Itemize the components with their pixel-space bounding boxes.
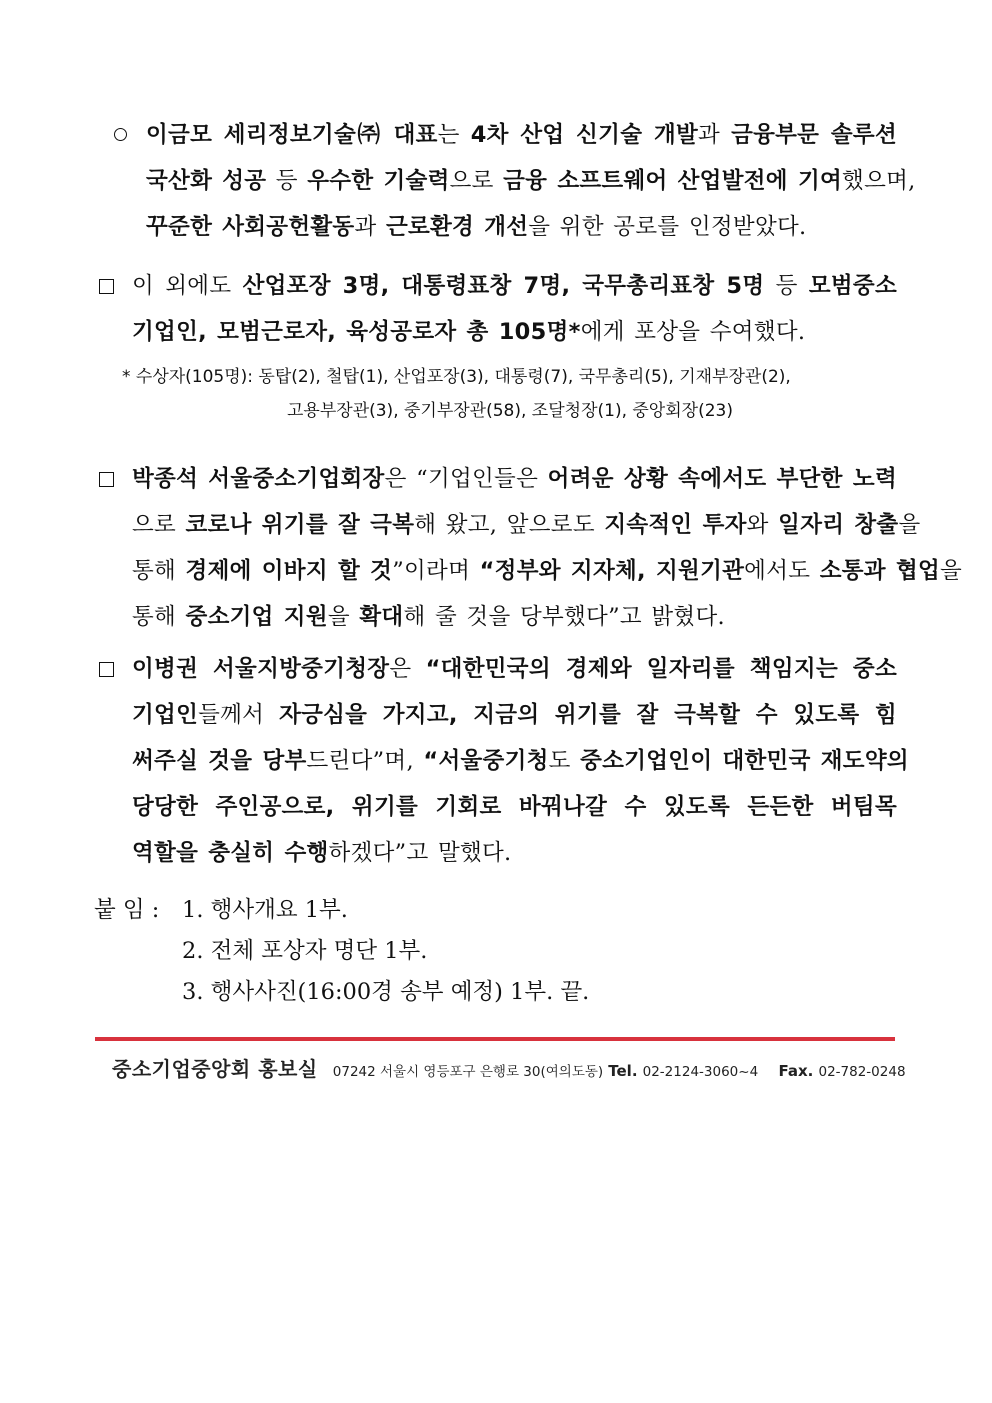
text-run: 을 <box>327 604 360 630</box>
bold-text-run: 4차 산업 신기술 개발 <box>470 122 699 148</box>
bold-text-run: 경제에 이바지 할 것 <box>185 558 393 584</box>
note-line-1: * 수상자(105명): 동탑(2), 철탑(1), 산업포장(3), 대통령(7), 국무총리(5), 기재부장관(2), <box>122 367 791 387</box>
text-run: 은 “기업인들은 <box>384 466 548 492</box>
paragraph-other-awards <box>132 263 897 355</box>
text-run: 으로 <box>132 512 186 538</box>
square-bullet-icon <box>99 279 114 294</box>
text-run: 을 <box>898 512 921 538</box>
footer-divider <box>95 1037 895 1041</box>
awardee-count-note <box>122 360 791 394</box>
attachment-item-2 <box>182 930 427 973</box>
text-run: 에게 포상을 수여했다. <box>580 319 806 345</box>
text-run: 과 <box>354 214 386 240</box>
text-line <box>132 309 897 355</box>
text-line <box>132 692 897 738</box>
text-line <box>132 502 921 548</box>
text-run: 해 줄 것을 당부했다”고 밝혔다. <box>403 604 725 630</box>
text-run: 을 <box>940 558 963 584</box>
attachment-item-text: 2. 전체 포상자 명단 1부. <box>182 938 428 964</box>
bold-text-run: “정부와 지자체, 지원기관 <box>479 558 745 584</box>
text-line <box>132 646 897 692</box>
bold-text-run: 중소기업 지원 <box>185 604 328 630</box>
bold-text-run: 자긍심을 가지고, 지금의 위기를 잘 극복할 수 있도록 힘 <box>279 702 897 728</box>
text-run: 들께서 <box>198 702 280 728</box>
bold-text-run: 기업인 <box>132 702 199 728</box>
text-run: 은 <box>389 656 426 682</box>
text-run: 으로 <box>449 168 504 194</box>
bold-text-run: 써주실 것을 당부 <box>132 748 307 774</box>
text-line <box>146 158 916 204</box>
square-bullet-icon <box>99 472 114 487</box>
bold-text-run: 박종석 서울중소기업회장 <box>132 466 385 492</box>
bold-text-run: 역할을 충실히 수행 <box>132 840 329 866</box>
text-run: 해 왔고, 앞으로도 <box>414 512 605 538</box>
text-run: 에서도 <box>744 558 820 584</box>
bold-text-run: “서울중기청 <box>423 748 549 774</box>
bold-text-run: 금융부문 솔루션 <box>731 122 897 148</box>
text-run: 등 <box>764 273 809 299</box>
text-run: 이 외에도 <box>132 273 243 299</box>
bold-text-run: 확대 <box>359 604 404 630</box>
attachment-item-text: 1. 행사개요 1부. <box>182 897 348 923</box>
text-run: ”이라며 <box>392 558 480 584</box>
bold-text-run: “대한민국의 경제와 일자리를 책임지는 중소 <box>425 656 897 682</box>
text-run: 했으며, <box>842 168 916 194</box>
bold-text-run: 국산화 성공 <box>146 168 267 194</box>
bold-text-run: 이금모 세리정보기술㈜ 대표 <box>146 122 438 148</box>
text-run: 등 <box>266 168 308 194</box>
text-run: 과 <box>698 122 732 148</box>
text-run: 통해 <box>132 558 186 584</box>
text-line <box>132 548 963 594</box>
text-line <box>132 830 897 876</box>
paragraph-seoul-chairman-quote <box>132 456 963 640</box>
bold-text-run: 꾸준한 사회공헌활동 <box>146 214 355 240</box>
text-run: 드린다”며, <box>306 748 424 774</box>
text-run: 을 위한 공로를 인정받았다. <box>528 214 807 240</box>
bold-text-run: 소통과 협업 <box>819 558 941 584</box>
attachments-label-text: 붙 임 : <box>94 897 160 923</box>
text-line <box>132 738 909 784</box>
text-run: 하겠다”고 말했다. <box>328 840 512 866</box>
text-line <box>146 204 897 250</box>
text-line <box>132 784 897 830</box>
attachment-item-text: 3. 행사사진(16:00경 송부 예정) 1부. 끝. <box>182 979 590 1005</box>
footer-address: 07242 서울시 영등포구 은행로 30(여의도동) <box>332 1064 604 1080</box>
footer <box>112 1053 906 1082</box>
text-line <box>132 263 897 309</box>
paragraph-award-ceo <box>146 112 916 250</box>
text-line <box>132 594 897 640</box>
square-bullet-icon <box>99 662 114 677</box>
footer-fax: 02-782-0248 <box>818 1064 906 1080</box>
bold-text-run: 이병권 서울지방중기청장 <box>132 656 390 682</box>
footer-tel-label: Tel. <box>608 1062 638 1080</box>
footer-org-name: 중소기업중앙회 홍보실 <box>112 1057 318 1081</box>
text-run: 통해 <box>132 604 186 630</box>
text-run: 는 <box>437 122 471 148</box>
attachment-item-3 <box>182 971 589 1014</box>
bold-text-run: 어려운 상황 속에서도 부단한 노력 <box>547 466 897 492</box>
text-run: 도 <box>548 748 581 774</box>
awardee-count-note-continued <box>287 394 733 428</box>
bold-text-run: 근로환경 개선 <box>385 214 529 240</box>
circle-bullet-icon <box>114 128 127 141</box>
bold-text-run: 당당한 주인공으로, 위기를 기회로 바꿔나갈 수 있도록 든든한 버팀목 <box>132 794 897 820</box>
bold-text-run: 중소기업인이 대한민국 재도약의 <box>580 748 909 774</box>
bold-text-run: 지속적인 투자 <box>604 512 747 538</box>
note-line-2: 고용부장관(3), 중기부장관(58), 조달청장(1), 중앙회장(23) <box>287 401 733 421</box>
bold-text-run: 모범중소 <box>808 273 897 299</box>
bold-text-run: 일자리 창출 <box>778 512 899 538</box>
footer-tel: 02-2124-3060~4 <box>642 1064 759 1080</box>
bold-text-run: 기업인, 모범근로자, 육성공로자 총 105명* <box>132 319 581 345</box>
bold-text-run: 우수한 기술력 <box>307 168 450 194</box>
text-line <box>146 112 897 158</box>
attachment-item-1 <box>182 889 348 932</box>
footer-fax-label: Fax. <box>778 1062 814 1080</box>
bold-text-run: 코로나 위기를 잘 극복 <box>185 512 415 538</box>
text-line <box>132 456 897 502</box>
text-run: 와 <box>746 512 779 538</box>
bold-text-run: 산업포장 3명, 대통령표창 7명, 국무총리표창 5명 <box>242 273 765 299</box>
paragraph-seoul-sme-office-quote <box>132 646 909 876</box>
attachments-label <box>94 889 159 932</box>
bold-text-run: 금융 소프트웨어 산업발전에 기여 <box>503 168 843 194</box>
